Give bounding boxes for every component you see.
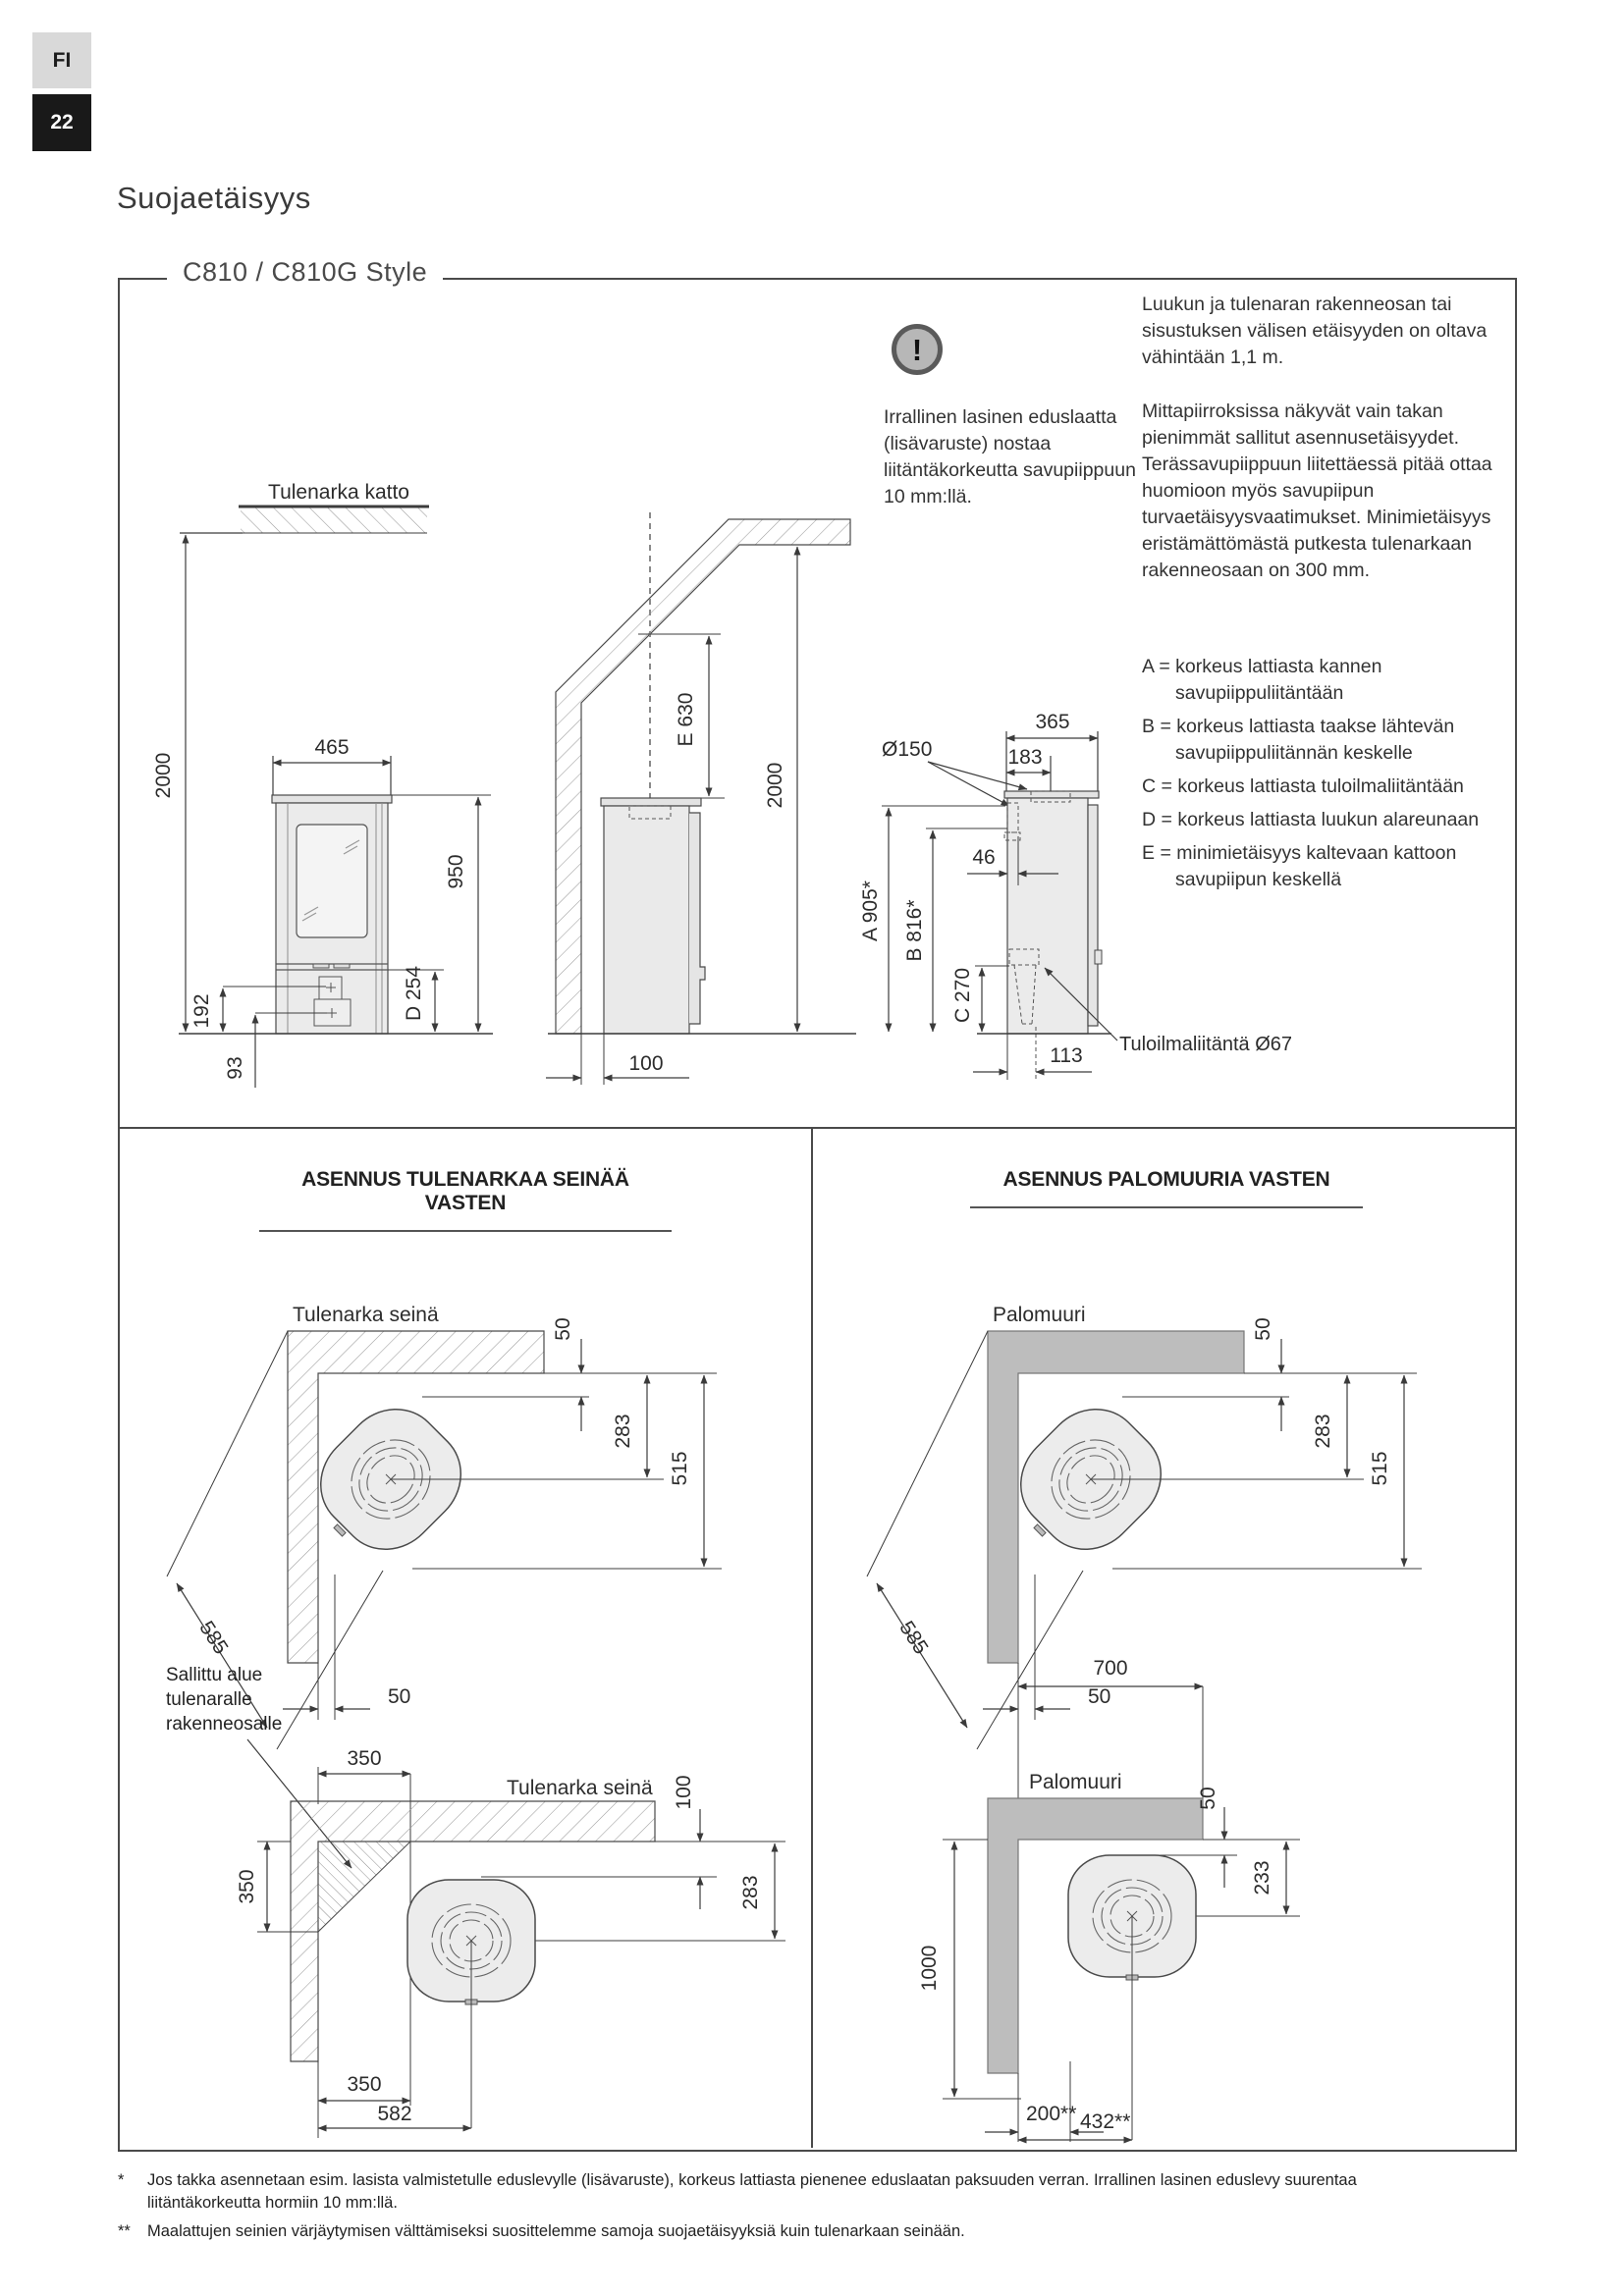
combustible-wall-label: Tulenarka seinä [293,1304,439,1326]
glass-plate-note: Irrallinen lasinen eduslaatta (lisävaruste) nostaa liitäntäkorkeutta savupiippuun 10 mm:llä. [884,406,1136,507]
dim-46: 46 [972,846,996,869]
legend-item-b: B = korkeus lattiasta taakse lähtevän savupiippuliitännän keskelle [1142,716,1455,764]
warning-icon [892,324,943,375]
dim-192: 192 [190,993,213,1029]
footnote-1-text: Jos takka asennetaan esim. lasista valmistetulle eduslevylle (lisävaruste), korkeus lattiasta pienenee eduslaatan paksuuden verran. Irrallinen lasinen eduslevy suurentaa liitäntäkorkeutta hormiin 10 mm:llä. [147,2171,1357,2212]
dim-flue-diameter: Ø150 [882,738,933,761]
stove-rear-outline [1004,791,1102,1034]
dim-2000: 2000 [152,752,175,799]
dim-183: 183 [1007,746,1043,769]
stove-front-outline [272,795,392,1034]
rear-view-diagram [844,687,1296,1090]
dim-233: 233 [1251,1860,1273,1896]
combustible-wall-label: Tulenarka seinä [507,1777,653,1799]
firewall-label: Palomuuri [1029,1771,1122,1793]
legend-item-a: A = korkeus lattiasta kannen savupiippuliitäntään [1142,656,1382,704]
dim-gap-50: 50 [552,1317,574,1341]
info-column [1142,292,1507,584]
dim-93: 93 [224,1056,246,1080]
dim-e630: E 630 [675,692,697,747]
air-intake-label: Tuloilmaliitäntä Ø67 [1119,1034,1293,1055]
legend-item-e: E = minimietäisyys kaltevaan kattoon savupiipun keskellä [1142,842,1457,890]
dim-700: 700 [1093,1657,1128,1680]
dim-585: 585 [194,1617,233,1659]
min-distance-note: Luukun ja tulenaran rakenneosan tai sisustuksen välisen etäisyyden on oltava vähintään 1,1 m. [1142,294,1488,368]
ceiling-label: Tulenarka katto [268,481,409,504]
dim-283: 283 [1312,1414,1334,1449]
allowed-area-label: Sallittu alue tulenaralle rakenneosalle [166,1665,283,1735]
dim-350-bottom: 350 [347,2073,382,2096]
page-title: Suojaetäisyys [117,181,311,215]
dim-283: 283 [739,1875,762,1910]
stove-side-outline [601,798,705,1034]
corner-diagram-firewall-2 [849,1649,1458,2150]
dim-515: 515 [669,1451,691,1486]
model-section-title: C810 / C810G Style [167,257,443,288]
dim-200: 200** [1026,2103,1077,2125]
dim-gap-50: 50 [1252,1317,1274,1341]
dim-350-top: 350 [347,1747,382,1770]
dim-50: 50 [1197,1787,1219,1810]
dim-side-50: 50 [388,1685,411,1708]
front-view-diagram [147,471,511,1090]
dim-515: 515 [1369,1451,1391,1486]
dim-283: 283 [612,1414,634,1449]
warning-glyph: ! [911,332,923,367]
frame-divider [811,1127,813,2148]
footnote-2-text: Maalattujen seinien värjäytymisen välttämiseksi suosittelemme samoja suojaetäisyyksiä kuin tulenarkaan seinään. [147,2222,965,2240]
footnote-2-marker: ** [118,2222,131,2240]
dim-113: 113 [1050,1044,1083,1067]
heading-combustible-wall: ASENNUS TULENARKAA SEINÄÄ VASTEN [259,1168,672,1232]
dim-2000-side: 2000 [764,762,786,809]
dim-432: 432** [1080,2110,1131,2133]
dim-side-50: 50 [1088,1685,1111,1708]
dim-950: 950 [445,854,467,889]
dim-100: 100 [628,1052,664,1075]
dim-365: 365 [1035,711,1070,733]
dim-100: 100 [673,1775,695,1810]
side-view-diagram [530,471,864,1090]
dim-c270: C 270 [951,967,974,1024]
dim-a905: A 905* [859,881,882,941]
dim-b816: B 816* [903,899,926,962]
firewall-label: Palomuuri [993,1304,1086,1326]
dim-585: 585 [894,1617,933,1659]
page-number-badge: 22 [32,94,91,151]
footnote-1-marker: * [118,2171,125,2189]
dim-d254: D 254 [403,965,425,1022]
dim-465: 465 [314,736,350,759]
corner-diagram-combustible-2 [137,1649,762,2145]
legend-item-c: C = korkeus lattiasta tuloilmaliitäntään [1142,775,1464,797]
dim-1000: 1000 [918,1945,941,1992]
dim-350-left: 350 [236,1869,258,1904]
install-note: Mittapiirroksissa näkyvät vain takan pienimmät sallitut asennusetäisyydet. Terässavupiippuun liitettäessä pitää ottaa huomioon myös savupiipun turvaetäisyysvaatimukset. Minimietäisyys eristämättömästä putkesta tulenarkaan rakenneosaan on 300 mm. [1142,400,1492,581]
language-badge: FI [32,32,91,88]
legend-item-d: D = korkeus lattiasta luukun alareunaan [1142,809,1480,830]
dim-582: 582 [377,2103,412,2125]
heading-firewall: ASENNUS PALOMUURIA VASTEN [970,1168,1363,1208]
